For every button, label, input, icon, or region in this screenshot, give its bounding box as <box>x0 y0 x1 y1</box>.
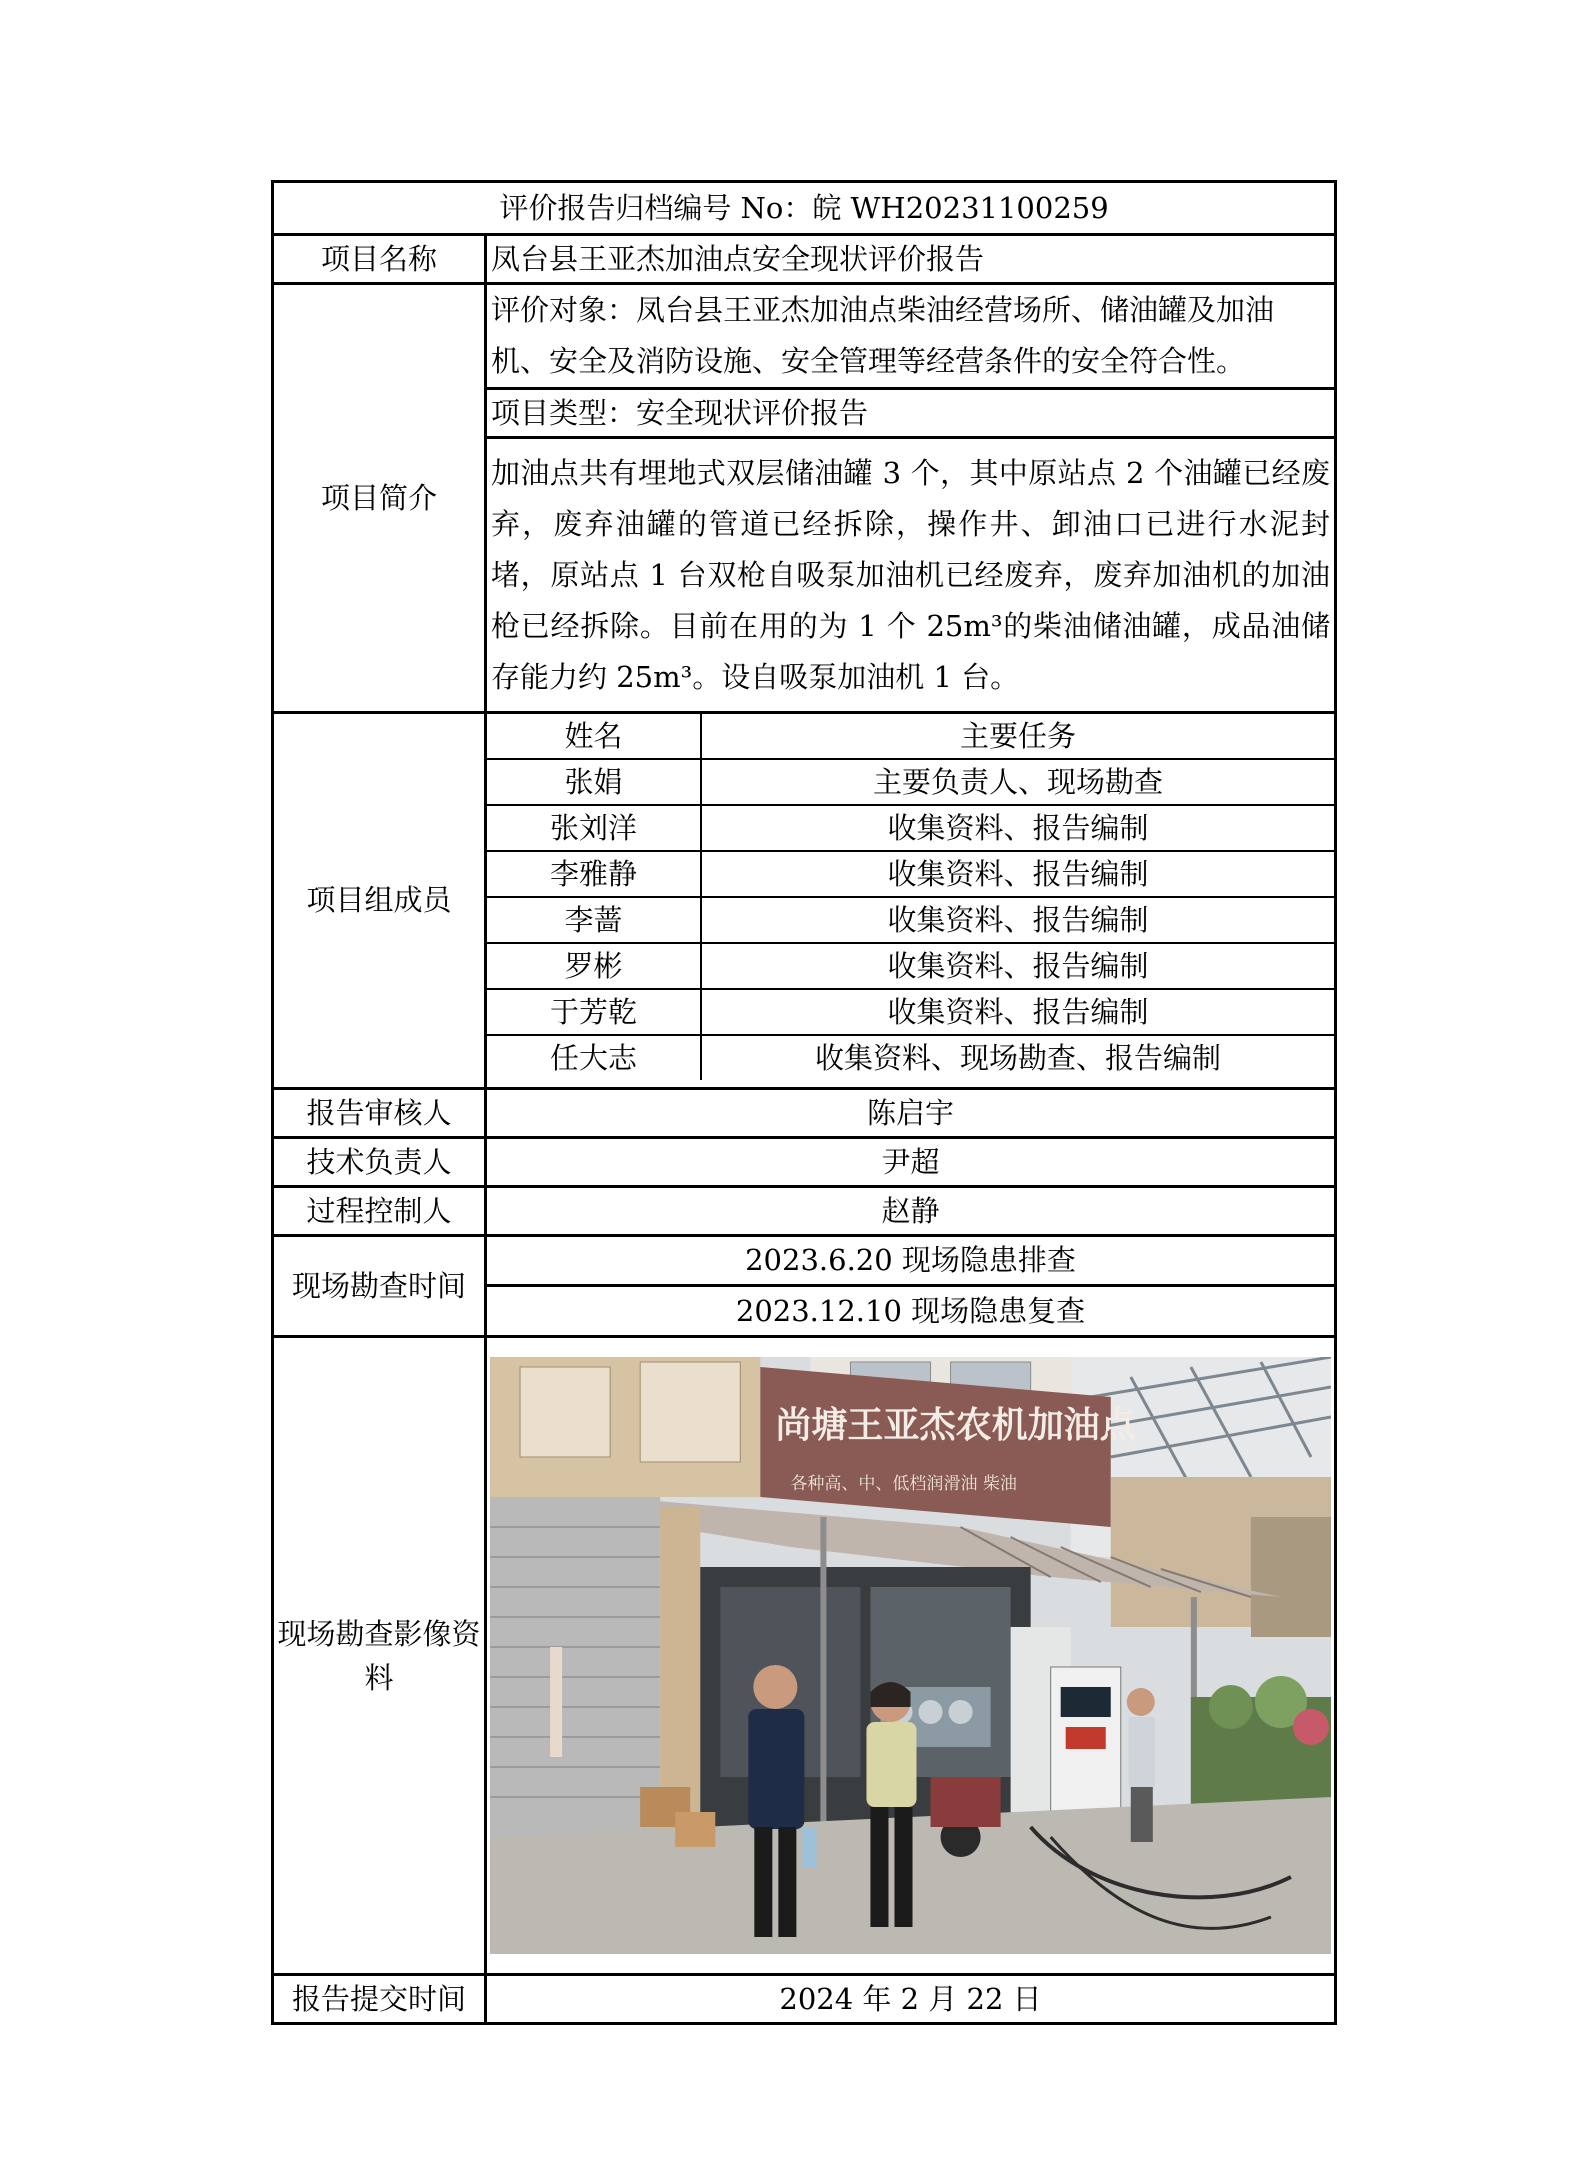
project-type: 项目类型：安全现状评价报告 <box>486 389 1336 438</box>
team-label: 项目组成员 <box>273 713 486 1089</box>
evaluation-object: 评价对象：凤台县王亚杰加油点柴油经营场所、储油罐及加油机、安全及消防设施、安全管理等经营条件的安全符合性。 <box>486 284 1336 389</box>
site-survey-photo <box>490 1357 1331 1954</box>
table-row <box>487 989 1334 1035</box>
member-task: 收集资料、报告编制 <box>701 989 1334 1035</box>
sign-subtext: 各种高、中、低档润滑油 柴油 <box>790 1474 1017 1494</box>
team-header-row <box>487 714 1334 759</box>
reviewer-value: 陈启宇 <box>486 1089 1336 1138</box>
member-task: 主要负责人、现场勘查 <box>701 759 1334 805</box>
survey-time-entry-1: 2023.6.20 现场隐患排查 <box>745 1243 1076 1278</box>
member-name: 李雅静 <box>487 851 701 897</box>
table-row <box>487 805 1334 851</box>
team-col-name: 姓名 <box>487 714 701 759</box>
survey-time-label: 现场勘查时间 <box>273 1236 486 1337</box>
project-description: 加油点共有埋地式双层储油罐 3 个，其中原站点 2 个油罐已经废弃，废弃油罐的管道已经拆除，操作井、卸油口已进行水泥封堵，原站点 1 台双枪自吸泵加油机已经废弃，废弃加油机的加油枪已经拆除。目前在用的为 1 个 25m³的柴油储油罐，成品油储存能力约 25m³。设自吸泵加油机 1 台。 <box>486 438 1336 713</box>
tech-lead-value: 尹超 <box>486 1138 1336 1187</box>
table-row <box>487 759 1334 805</box>
survey-time-entry-2: 2023.12.10 现场隐患复查 <box>487 1284 1334 1335</box>
member-task: 收集资料、报告编制 <box>701 851 1334 897</box>
team-col-task: 主要任务 <box>701 714 1334 759</box>
member-name: 张刘洋 <box>487 805 701 851</box>
evaluation-report-form <box>271 180 1334 2025</box>
process-control-label: 过程控制人 <box>273 1187 486 1236</box>
member-name: 于芳乾 <box>487 989 701 1035</box>
submit-time-value: 2024 年 2 月 22 日 <box>486 1975 1336 2024</box>
archive-number-header: 评价报告归档编号 No：皖 WH20231100259 <box>273 182 1336 235</box>
reviewer-label: 报告审核人 <box>273 1089 486 1138</box>
member-task: 收集资料、报告编制 <box>701 897 1334 943</box>
team-members-table <box>487 714 1334 1080</box>
report-table <box>271 180 1337 2025</box>
member-task: 收集资料、报告编制 <box>701 943 1334 989</box>
member-task: 收集资料、报告编制 <box>701 805 1334 851</box>
table-row <box>487 1035 1334 1080</box>
tech-lead-label: 技术负责人 <box>273 1138 486 1187</box>
table-row <box>487 851 1334 897</box>
member-task: 收集资料、现场勘查、报告编制 <box>701 1035 1334 1080</box>
sign-text: 尚塘王亚杰农机加油点 <box>775 1405 1136 1446</box>
member-name: 李蔷 <box>487 897 701 943</box>
submit-time-label: 报告提交时间 <box>273 1975 486 2024</box>
survey-time-entries <box>487 1237 1334 1335</box>
process-control-value: 赵静 <box>486 1187 1336 1236</box>
project-name-label: 项目名称 <box>273 235 486 284</box>
member-name: 任大志 <box>487 1035 701 1080</box>
member-name: 张娟 <box>487 759 701 805</box>
project-intro-label: 项目简介 <box>273 284 486 713</box>
table-row <box>487 897 1334 943</box>
project-name-value: 凤台县王亚杰加油点安全现状评价报告 <box>486 235 1336 284</box>
photos-label: 现场勘查影像资料 <box>273 1337 486 1975</box>
table-row <box>487 943 1334 989</box>
member-name: 罗彬 <box>487 943 701 989</box>
